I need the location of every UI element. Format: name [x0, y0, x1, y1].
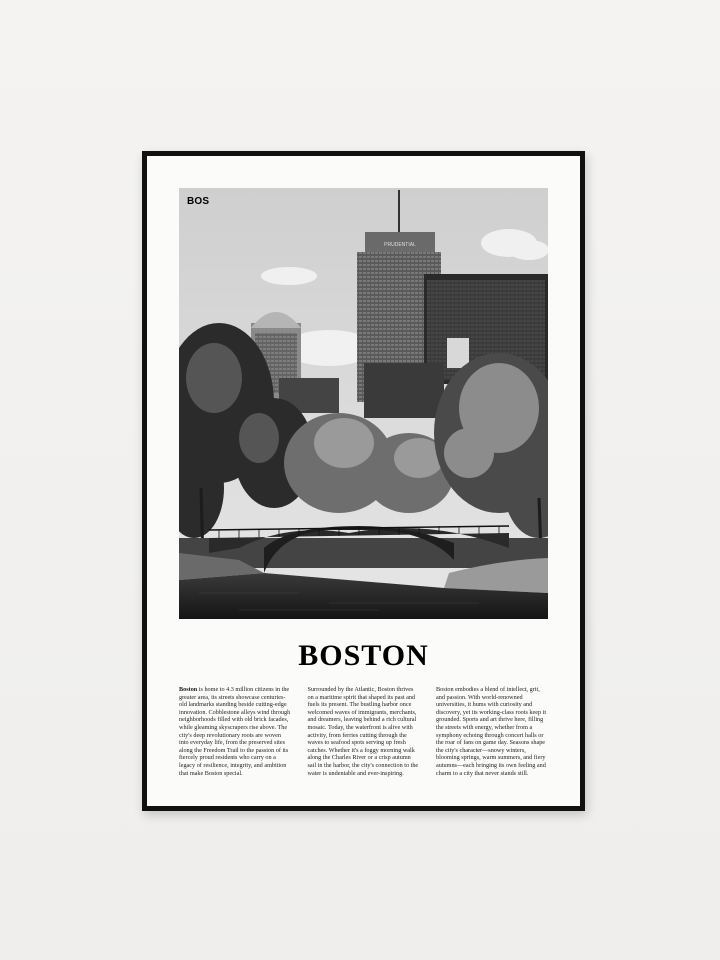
column-text: Boston embodies a blend of intellect, grit, and passion. With world-renowned universities, it hums with curiosity and discovery, yet its working-class roots keep it grounded. Sports and art thrive here, filling the streets with energy, whether from a symphony echoing through concert halls or the roar of fans on game day. Seasons shape the city's character—snowy winters, blooming springs, warm summers, and fiery autumns—each bringing its own feeling and charm to a city that never stands still. — [436, 686, 547, 777]
description-column-1 — [179, 686, 291, 777]
column-lead: Boston — [179, 686, 198, 693]
city-code-label: BOS — [187, 196, 210, 207]
building-sign: PRUDENTIAL — [384, 242, 416, 248]
column-text: Surrounded by the Atlantic, Boston thrives on a maritime spirit that shaped its past and fuels its present. The bustling harbor once welcomed waves of immigrants, merchants, and dreamers, leaving behind a rich cultural mosaic. Today, the waterfront is alive with activity, from ferries cutting through the waves to seafood spots serving up fresh catches. Whether it's a foggy morning walk along the Charles River or a crisp autumn sail in the harbor, the city's connection to the water is undeniable and ever-inspiring. — [307, 686, 419, 777]
description-column-3 — [436, 686, 548, 777]
description-column-2 — [308, 686, 420, 777]
city-title: BOSTON — [298, 639, 429, 672]
city-photo — [179, 188, 548, 619]
poster-frame — [142, 151, 585, 811]
column-text: is home to 4.3 million citizens in the greater area, its streets showcase centuries-old landmarks standing beside cutting-edge innovation. Cobblestone alleys wind through neighborhoods filled with old brick facades, while gleaming skyscrapers rise above. The city's deep revolutionary roots are woven into everyday life, from the preserved sites along the Freedom Trail to the passion of its fiercely proud residents who carry on a legacy of resilience, integrity, and ambition that make Boston special. — [179, 686, 291, 777]
description-columns — [179, 686, 548, 777]
